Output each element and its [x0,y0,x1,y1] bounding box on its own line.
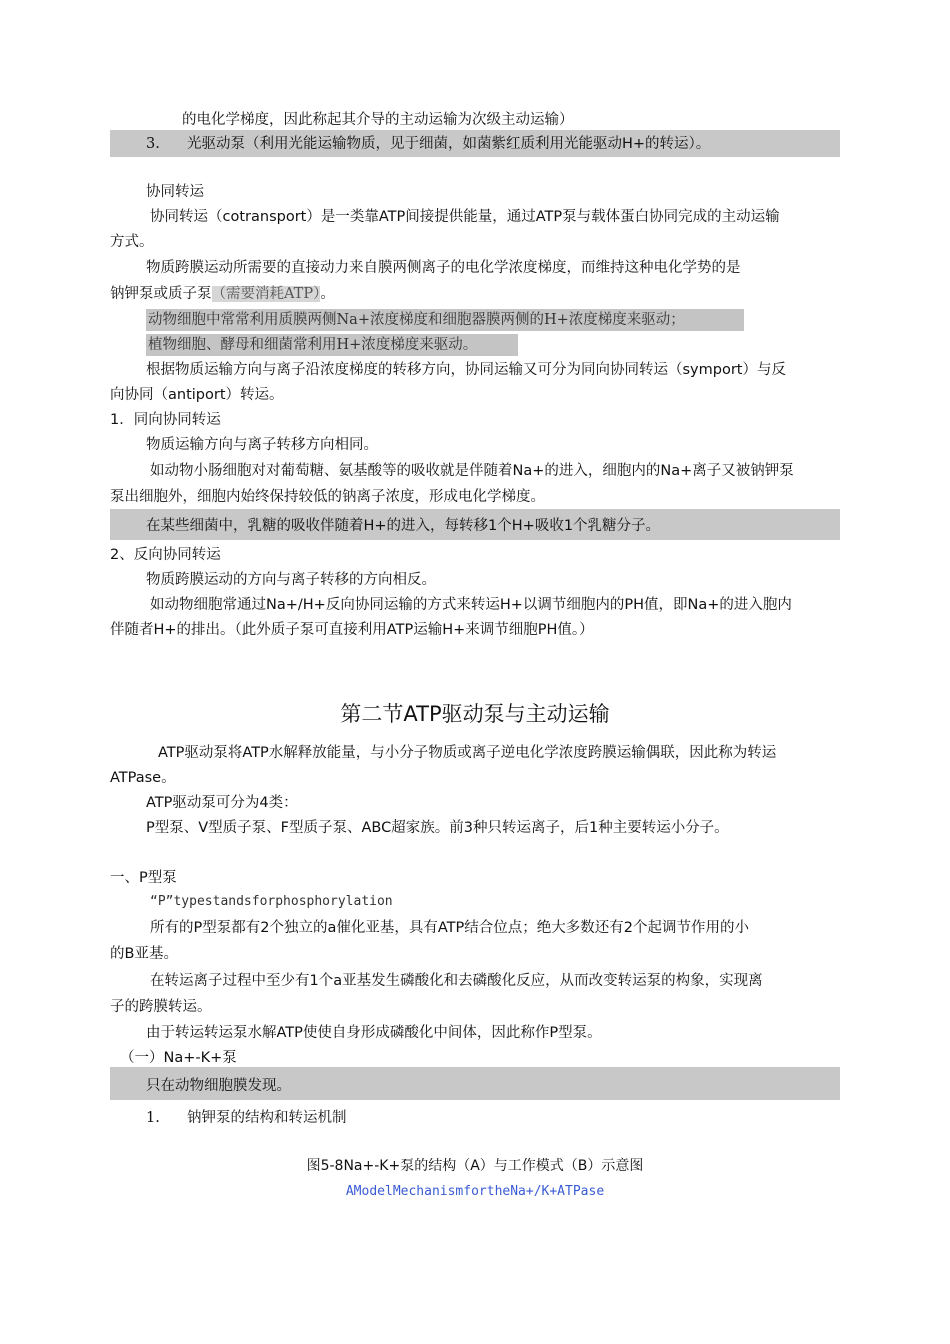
text-line: ATP驱动泵可分为4类： [146,795,298,811]
text-line: 根据物质运输方向与离子沿浓度梯度的转移方向，协同运输又可分为同向协同转运（symport）与反 [146,362,786,378]
section-title: 第二节ATP驱动泵与主动运输 [340,702,610,726]
text-line: 光驱动泵（利用光能运输物质，见于细菌，如菌紫红质利用光能驱动H+的转运）。 [187,136,711,152]
subheading-p-pump: 一、P型泵 [110,870,177,886]
text-line: 动物细胞中常常利用质膜两侧Na+浓度梯度和细胞器膜两侧的H+浓度梯度来驱动； [148,312,685,328]
figure-caption-english: AModelMechanismfortheNa+/K+ATPase [345,1184,605,1199]
text-line: 由于转运转运泵水解ATP使使自身形成磷酸化中间体，因此称作P型泵。 [146,1025,602,1041]
text-line: P型泵、V型质子泵、F型质子泵、ABC超家族。前3种只转运离子，后1种主要转运小分子。 [146,820,729,836]
text-line: 的B亚基。 [110,946,178,962]
text-line: 钠钾泵的结构和转运机制 [187,1110,347,1126]
text-line: 方式。 [110,234,154,250]
text-line: 如动物细胞常通过Na+/H+反向协同运输的方式来转运H+以调节细胞内的PH值，即Na+的进入胞内 [150,597,792,613]
text-line: 的电化学梯度，因此称起其介导的主动运输为次级主动运输） [182,112,574,128]
subheading-antiport: 2、反向协同转运 [110,547,221,563]
text-line: 向协同（antiport）转运。 [110,387,284,403]
text-line: 子的跨膜转运。 [110,999,212,1015]
text-line: 物质跨膜运动的方向与离子转移的方向相反。 [146,572,436,588]
text-sodium-pump: 钠钾泵或质子泵 [110,286,212,302]
text-line [110,284,335,304]
subheading-na-k-pump: （一）Na+-K+泵 [120,1050,237,1066]
text-line: 物质运输方向与离子转移方向相同。 [146,437,378,453]
figure-caption: 图5-8Na+-K+泵的结构（A）与工作模式（B）示意图 [306,1158,644,1174]
subheading-cotransport: 协同转运 [146,184,204,200]
text-line-english: “P”typestandsforphosphorylation [150,894,393,909]
text-line: 植物细胞、酵母和细菌常利用H+浓度梯度来驱动。 [148,337,478,353]
text-line: 协同转运（cotransport）是一类靠ATP间接提供能量，通过ATP泵与载体蛋白协同完成的主动运输 [150,209,780,225]
text-line: 在转运离子过程中至少有1个a亚基发生磷酸化和去磷酸化反应，从而改变转运泵的构象，实现离 [150,973,763,989]
list-number: 3. [146,136,160,152]
text-line: 只在动物细胞膜发现。 [146,1078,291,1094]
text-line: 所有的P型泵都有2个独立的a催化亚基，具有ATP结合位点；绝大多数还有2个起调节作用的小 [150,920,749,936]
text-line: 如动物小肠细胞对对葡萄糖、氨基酸等的吸收就是伴随着Na+的进入，细胞内的Na+离子又被钠钾泵 [150,463,794,479]
text-period: 。 [320,286,335,302]
text-line: 泵出细胞外，细胞内始终保持较低的钠离子浓度，形成电化学梯度。 [110,489,545,505]
text-line: ATPase。 [110,770,176,786]
text-line: ATP驱动泵将ATP水解释放能量，与小分子物质或离子逆电化学浓度跨膜运输偶联，因此称为转运 [158,745,777,761]
text-requires-atp: （需要消耗ATP） [211,286,321,302]
text-line: 伴随者H+的排出。（此外质子泵可直接利用ATP运输H+来调节细胞PH值。） [110,622,594,638]
subheading-symport: 1．同向协同转运 [110,412,221,428]
text-line: 物质跨膜运动所需要的直接动力来自膜两侧离子的电化学浓度梯度，而维持这种电化学势的是 [146,260,741,276]
text-line: 在某些细菌中，乳糖的吸收伴随着H+的进入，每转移1个H+吸收1个乳糖分子。 [146,518,661,534]
list-number: 1. [146,1110,160,1126]
